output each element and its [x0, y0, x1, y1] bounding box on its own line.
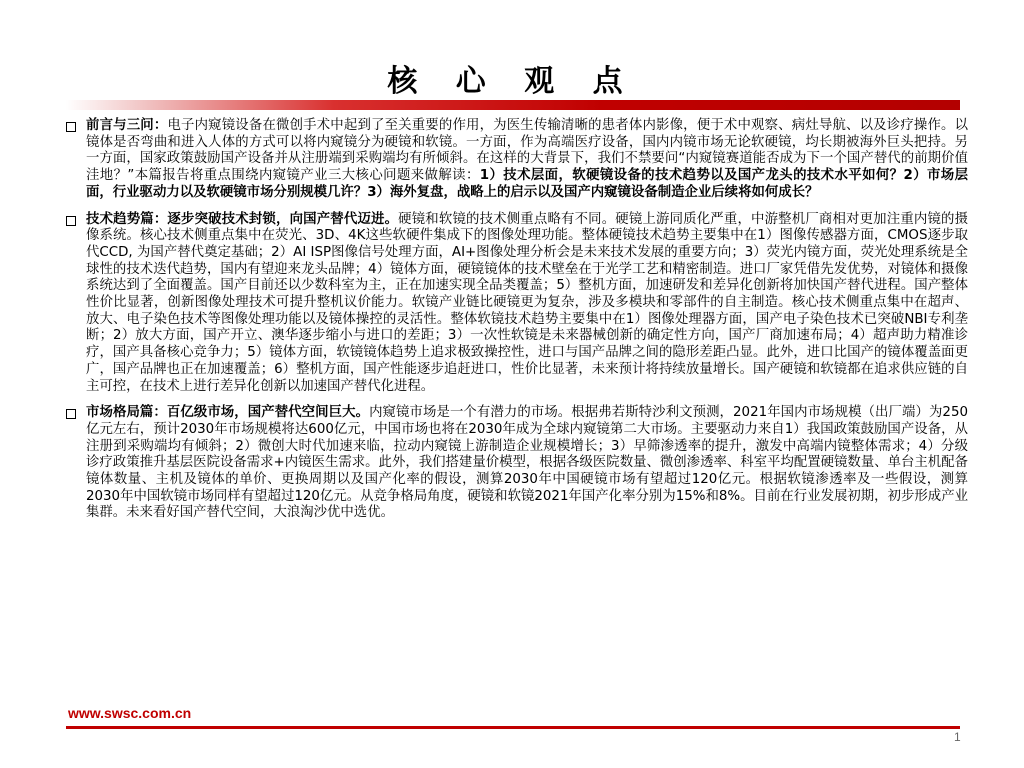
content-area [64, 118, 968, 532]
section-lead: 市场格局篇：百亿级市场，国产替代空间巨大。 [86, 405, 370, 421]
section-body: 内窥镜市场是一个有潜力的市场。根据弗若斯特沙利文预测，2021年国内市场规模（出厂端）为250亿元左右，预计2030年市场规模将达600亿元，中国市场也将在2030年成为全球内窥镜第二大市场。主要驱动力来自1）我国政策鼓励国产设备，从注册到采购端均有倾斜；2）微创大时代加速来临，拉动内窥镜上游制造企业规模增长；3）早筛渗透率的提升，激发中高端内镜整体需求；4）分级诊疗政策推升基层医院设备需求+内镜医生需求。此外，我们搭建量价模型，根据各级医院数量、微创渗透率、科室平均配置硬镜数量、单台主机配备镜体数量、主机及镜体的单价、更换周期以及国产化率的假设，测算2030年中国硬镜市场有望超过120亿元。根据软镜渗透率及一些假设，测算2030年中国软镜市场同样有望超过120亿元。从竞争格局角度，硬镜和软镜2021年国产化率分别为15%和8%。目前在行业发展初期，初步形成产业集群。未来看好国产替代空间，大浪淘沙优中选优。 [86, 405, 968, 521]
footer-url[interactable]: www.swsc.com.cn [68, 705, 192, 721]
section-lead: 前言与三问： [86, 118, 168, 133]
section-body: 硬镜和软镜的技术侧重点略有不同。硬镜上游同质化严重，中游整机厂商相对更加注重内镜的摄像系统。核心技术侧重点集中在荧光、3D、4K这些软硬件集成下的图像处理功能。整体硬镜技术趋势主要集中在1）图像传感器方面，CMOS逐步取代CCD, 为国产替代奠定基础；2）AI ISP图像信号处理方面，AI+图像处理分析会是未来技术发展的重要方向；3）荧光内镜方面，荧光处理系统是全球性的技术迭代趋势，国内有望迎来龙头品牌；4）镜体方面，硬镜镜体的技术壁垒在于光学工艺和精密制造。进口厂家凭借先发优势，对镜体和摄像系统达到了全面覆盖。国产目前还以少数科室为主，正在加速实现全品类覆盖；5）整机方面，加速研发和差异化创新将加快国产替代进程。国产整体性价比显著，创新图像处理技术可提升整机议价能力。软镜产业链比硬镜更为复杂，涉及多模块和零部件的自主制造。核心技术侧重点集中在超声、放大、电子染色技术等图像处理功能以及镜体操控的灵活性。整体软镜技术趋势主要集中在1）图像处理器方面，国产电子染色技术已突破NBI专利垄断；2）放大方面，国产开立、澳华逐步缩小与进口的差距；3）一次性软镜是未来器械创新的确定性方向，国产厂商加速布局；4）超声助力精准诊疗，国产具备核心竞争力；5）镜体方面，软镜镜体趋势上追求极致操控性，进口与国产品牌之间的隐形差距凸显。此外，进口比国产的镜体覆盖面更广，国产品牌也正在加速覆盖；6）整机方面，国产性能逐步追赶进口，性价比显著，未来预计将持续放量增长。国产硬镜和软镜都在追求供应链的自主可控，在技术上进行差异化创新以加速国产替代化进程。 [86, 211, 968, 394]
section-emphasis: 1）技术层面，软硬镜设备的技术趋势以及国产龙头的技术水平如何？2）市场层面，行业驱动力以及软硬镜市场分别规模几许？3）海外复盘，战略上的启示以及国产内窥镜设备制造企业后续将如何成长？ [86, 168, 968, 200]
section-market [64, 405, 968, 522]
section-body: 电子内窥镜设备在微创手术中起到了至关重要的作用，为医生传输清晰的患者体内影像，便于术中观察、病灶导航、以及诊疗操作。以镜体是否弯曲和进入人体的方式可以将内窥镜分为硬镜和软镜。一方面，作为高端医疗设备，国内内镜市场无论软硬镜，均长期被海外巨头把持。另一方面，国家政策鼓励国产设备并从注册端到采购端均有所倾斜。在这样的大背景下，我们不禁要问“内窥镜赛道能否成为下一个国产替代的前期价值洼地？”本篇报告将重点围绕内窥镜产业三大核心问题来做解读： [86, 118, 969, 184]
page-number: 1 [954, 730, 961, 744]
bullet-square-icon [66, 122, 76, 132]
section-technology [64, 212, 968, 396]
footer-divider [66, 726, 960, 729]
section-preface [64, 118, 968, 202]
page-title: 核 心 观 点 [387, 64, 637, 99]
title-divider [66, 100, 960, 110]
section-lead: 技术趋势篇：逐步突破技术封锁，向国产替代迈进。 [86, 211, 399, 227]
bullet-square-icon [66, 409, 76, 419]
bullet-square-icon [66, 216, 76, 226]
